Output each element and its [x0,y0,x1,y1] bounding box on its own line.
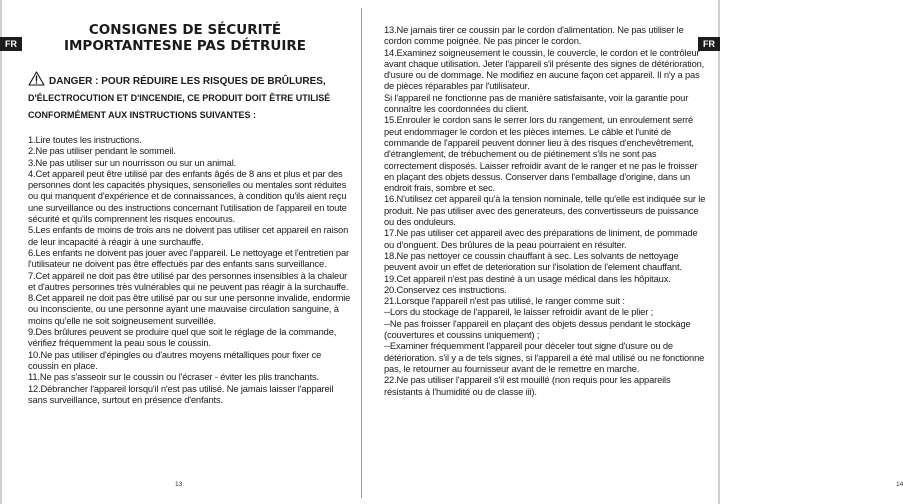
instruction-item: 7.Cet appareil ne doit pas être utilisé par des personnes insensibles à la chaleur et d'autres personnes très vulnérables qui ne peuvent pas réagir à la surchauffe. [28,270,349,292]
instruction-item: 19.Cet appareil n'est pas destiné à un usage médical dans les hôpitaux. [384,273,671,284]
danger-block [28,71,350,124]
instruction-item: --Ne pas froisser l'appareil en plaçant des objets dessus pendant le stockage (couvertures et coussins uniquement) ; [384,318,691,341]
instruction-item: 16.N'utilisez cet appareil qu'à la tension nominale, telle qu'elle est indiquée sur le produit. Ne pas utiliser avec des generateurs, des convertisseurs de puissance ou des onduleurs. [384,194,706,228]
instruction-item: 3.Ne pas utiliser sur un nourrisson ou sur un animal. [28,157,237,168]
instruction-item: 15.Enrouler le cordon sans le serrer lors du rangement, un enroulement serré peut endommager le cordon et les pièces internes. Le câble et l'unité de commande de l'appareil peuvent donner lieu à des risques d'enchevêtrement, d'étranglement, de trébuchement ou de piétinement s'ils ne sont pas correctement disposés. Laisser refroidir avant de le ranger et ne pas le froisser en plaçant des objets dessus. Conserver dans l'emballage d'origine, dans un endroit frais, sombre et sec. [384,115,698,194]
warning-triangle-icon [28,71,45,86]
page-number-right: 14 [896,481,903,488]
right-page [362,0,903,504]
instruction-item: 13.Ne jamais tirer ce coussin par le cordon d'alimentation. Ne pas utiliser le cordon comme poignée. Ne pas pincer le cordon. [384,25,684,47]
instruction-item: 14.Examinez soigneusement le coussin, le couvercle, le cordon et le contrôleur avant chaque utilisation. Jeter l'appareil s'il présente des signes de détérioration, d'usure ou de dommage. Ne modifiez en aucune façon cet appareil. Il n'y a pas de pièces réparables par l'utilisateur. [384,47,705,92]
instruction-item: 4.Cet appareil peut être utilisé par des enfants âgés de 8 ans et plus et par des personnes dont les capacités physiques, sensorielles ou mentales sont réduites ou qui manquent d'expérience et de connaissances, à condition qu'ils aient reçu une surveillance ou des instructions concernant l'utilisation de l'appareil en toute sécurité et qu'ils comprennent les risques encourus. [28,168,347,225]
danger-line: CONFORMÉMENT AUX INSTRUCTIONS SUIVANTES : [28,110,257,120]
language-tab-left: FR [0,37,22,51]
instructions-list-right [384,25,706,398]
language-tab-right: FR [698,37,720,51]
instruction-item: 2.Ne pas utiliser pendant le sommeil. [28,146,176,157]
instruction-item: Si l'appareil ne fonctionne pas de manière satisfaisante, voir la garantie pour connaître les coordonnées du client. [384,92,689,115]
page-number-left: 13 [175,481,183,488]
instruction-item: 17.Ne pas utiliser cet appareil avec des préparations de liniment, de pommade ou d'onguent. Des brûlures de la peau pourraient en résulter. [384,228,698,250]
instructions-list-left [28,135,353,406]
instruction-item: 12.Débrancher l'appareil lorsqu'il n'est pas utilisé. Ne jamais laisser l'appareil sans surveillance, surtout en présence d'enfants. [28,383,334,405]
instruction-item: 8.Cet appareil ne doit pas être utilisé par ou sur une personne invalide, endormie ou inconsciente, ou une personne ayant une mauvaise circulation sanguine, à moins qu'elle ne soit soigneusement surveillée. [28,293,351,326]
left-page [0,0,362,504]
instruction-item: 5.Les enfants de moins de trois ans ne doivent pas utiliser cet appareil en raison de leur incapacité à réagir à une surchauffe. [28,225,349,247]
instruction-item: 9.Des brûlures peuvent se produire quel que soit le réglage de la commande, vérifiez fréquemment la peau sous le coussin. [28,327,337,349]
instruction-item: 22.Ne pas utiliser l'appareil s'il est mouillé (non requis pour les appareils résistants à l'humidité ou de classe iii). [384,375,671,397]
instruction-item: 1.Lire toutes les instructions. [28,135,142,145]
instruction-item: --Examiner fréquemment l'appareil pour déceler tout signe d'usure ou de détérioration. s'il y a de tels signes, si l'appareil a été mal utilisé ou ne fonctionne pas, le retourner au fournisseur avant de le remettre en marche. [384,341,705,374]
title-line: IMPORTANTESNE PAS DÉTRUIRE [63,38,307,54]
instruction-item: 18.Ne pas nettoyer ce coussin chauffant à sec. Les solvants de nettoyage peuvent avoir un effet de deterioration sur l'isolation de l'element chauffant. [384,250,682,273]
danger-line: D'ÉLECTROCUTION ET D'INCENDIE, CE PRODUIT DOIT ÊTRE UTILISÉ [28,93,331,103]
instruction-item: 6.Les enfants ne doivent pas jouer avec l'appareil. Le nettoyage et l'entretien par l'utilisateur ne doivent pas être effectués par des enfants sans surveillance. [28,247,349,270]
instruction-item: 10.Ne pas utiliser d'épingles ou d'autres moyens métalliques pour fixer ce coussin en place. [28,349,322,371]
title-line: CONSIGNES DE SÉCURITÉ [88,22,282,38]
danger-line: DANGER : POUR RÉDUIRE LES RISQUES DE BRÛLURES, [49,76,326,87]
instruction-item: 20.Conservez ces instructions. [384,284,507,295]
instruction-item: 11.Ne pas s'asseoir sur le coussin ou l'écraser - éviter les plis tranchants. [28,372,319,383]
page-title [30,22,340,54]
instruction-item: --Lors du stockage de l'appareil, le laisser refroidir avant de le plier ; [384,307,654,318]
instruction-item: 21.Lorsque l'appareil n'est pas utilisé, le ranger comme suit : [384,296,625,307]
